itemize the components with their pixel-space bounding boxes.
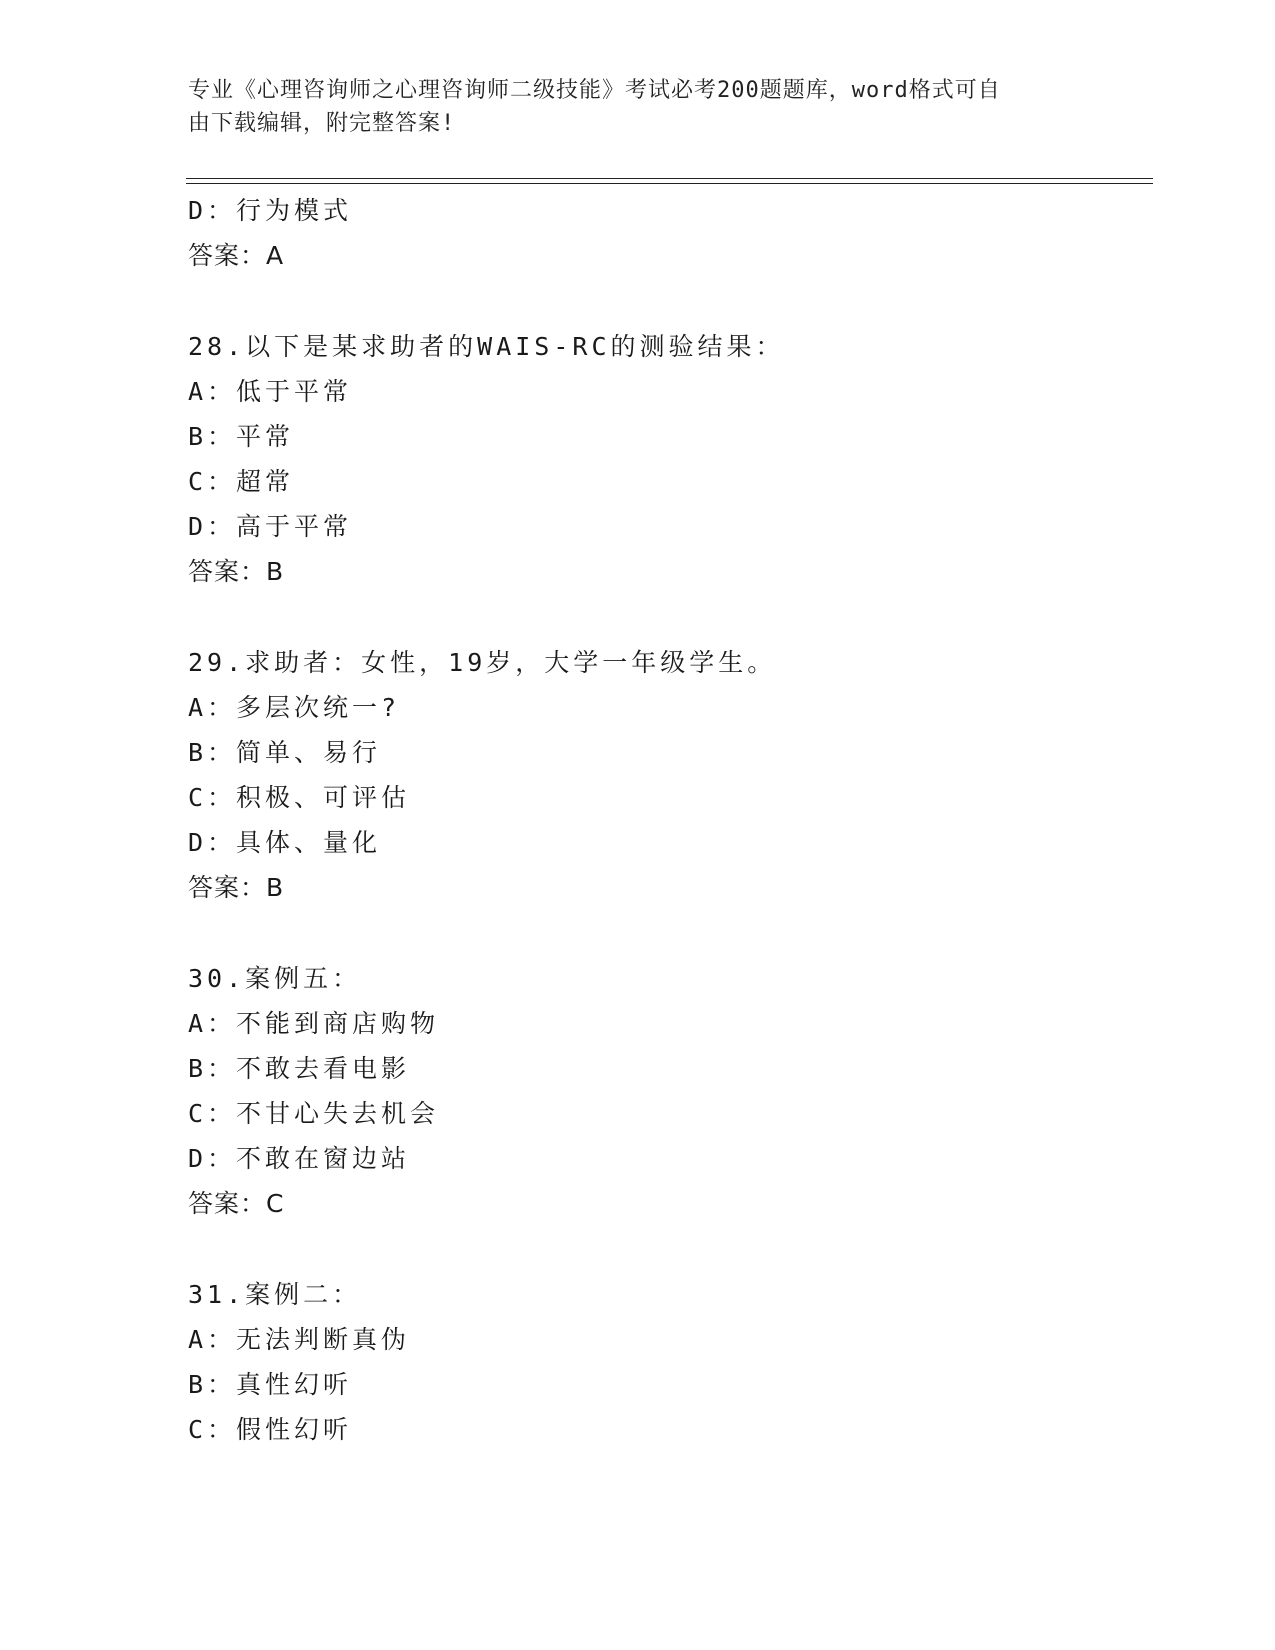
option-c: C：积极、可评估 xyxy=(188,783,411,812)
question-stem: 31.案例二： xyxy=(188,1280,362,1309)
option-a: A：低于平常 xyxy=(188,377,353,406)
document-header xyxy=(188,74,1068,140)
question-answer: 答案：B xyxy=(188,557,285,586)
option-c: C：不甘心失去机会 xyxy=(188,1099,440,1128)
question-30 xyxy=(188,956,1148,1227)
question-28 xyxy=(188,324,1148,595)
carryover-answer: 答案：A xyxy=(188,241,285,270)
question-answer: 答案：C xyxy=(188,1189,285,1218)
option-b: B：简单、易行 xyxy=(188,738,382,767)
option-c: C：假性幻听 xyxy=(188,1415,353,1444)
option-a: A：无法判断真伪 xyxy=(188,1325,411,1354)
header-line-2: 由下载编辑，附完整答案! xyxy=(188,111,456,136)
question-list xyxy=(188,188,1148,1452)
option-d: D：高于平常 xyxy=(188,512,353,541)
spacer xyxy=(188,279,1148,324)
question-stem: 29.求助者：女性，19岁，大学一年级学生。 xyxy=(188,648,777,677)
question-stem: 30.案例五： xyxy=(188,964,362,993)
spacer xyxy=(188,911,1148,956)
carryover-option-d: D：行为模式 xyxy=(188,196,353,225)
option-b: B：真性幻听 xyxy=(188,1370,353,1399)
option-c: C：超常 xyxy=(188,467,295,496)
question-31 xyxy=(188,1272,1148,1452)
question-29 xyxy=(188,640,1148,911)
question-stem: 28.以下是某求助者的WAIS-RC的测验结果： xyxy=(188,332,785,361)
spacer xyxy=(188,595,1148,640)
spacer xyxy=(188,1227,1148,1272)
header-rule-top xyxy=(186,178,1153,179)
header-line-1: 专业《心理咨询师之心理咨询师二级技能》考试必考200题题库，word格式可自 xyxy=(188,78,1001,103)
option-a: A：不能到商店购物 xyxy=(188,1009,440,1038)
option-b: B：平常 xyxy=(188,422,295,451)
header-rule-bottom xyxy=(186,183,1153,184)
question-answer: 答案：B xyxy=(188,873,285,902)
option-d: D：不敢在窗边站 xyxy=(188,1144,411,1173)
option-d: D：具体、量化 xyxy=(188,828,382,857)
option-b: B：不敢去看电影 xyxy=(188,1054,411,1083)
option-a: A：多层次统一? xyxy=(188,693,401,722)
